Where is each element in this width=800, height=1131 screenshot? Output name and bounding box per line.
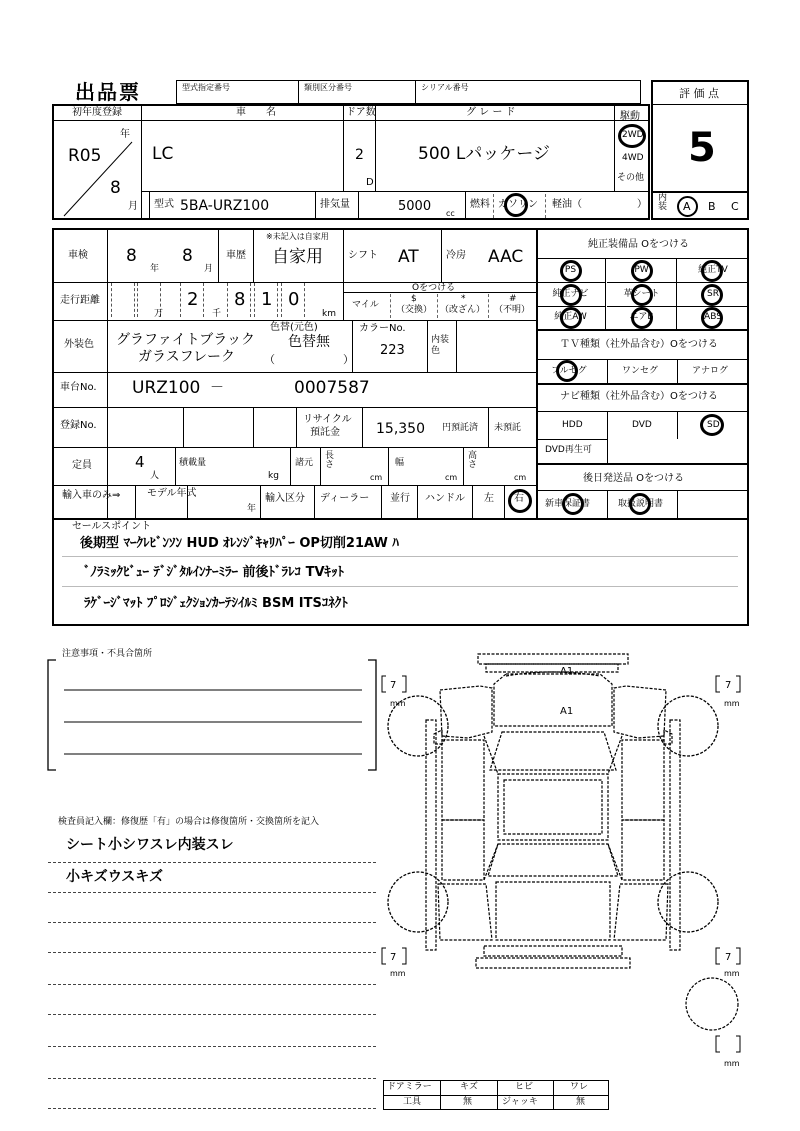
serial-number-label: シリアル番号 bbox=[421, 83, 469, 92]
repaint-paren-close: ） bbox=[343, 353, 354, 366]
equipment-cell bbox=[607, 259, 677, 283]
recycle-deposited: 円預託済 bbox=[442, 423, 479, 433]
tv-fullseg-circle bbox=[556, 360, 578, 382]
displacement-unit: cc bbox=[446, 209, 455, 218]
equipment-item: PW bbox=[634, 265, 649, 275]
first-reg-month: 8 bbox=[110, 178, 121, 198]
mileage-label: 走行距離 bbox=[60, 295, 100, 306]
equipment-selected-circle bbox=[560, 260, 582, 282]
inspector-label: 検査員記入欄：修復歴「有」の場合は修復箇所・交換箇所を記入 bbox=[58, 817, 320, 827]
mileage-exchange: （交換） bbox=[396, 305, 433, 315]
later-warranty: 新車保証書 bbox=[545, 499, 591, 509]
inspector-line-2: 小キズウスキズ bbox=[66, 869, 164, 885]
import-category-label: 輸入区分 bbox=[265, 493, 305, 504]
repaint-value: 色替無 bbox=[288, 334, 330, 350]
handle-right: 右 bbox=[514, 493, 524, 504]
mileage-digit-box bbox=[180, 283, 204, 317]
mileage-altered-symbol: * bbox=[461, 294, 466, 304]
repaint-label: 色替(元色) bbox=[270, 322, 318, 333]
inspector-note-line bbox=[48, 862, 376, 863]
later-title: 後日発送品 Oをつける bbox=[583, 473, 685, 484]
mm-fr: mm bbox=[724, 699, 740, 708]
legend-header-1: ドアミラー bbox=[387, 1082, 432, 1092]
equipment-selected-circle bbox=[631, 260, 653, 282]
damage-mark-front: A1 bbox=[560, 666, 574, 677]
inspector-note-line bbox=[48, 984, 376, 985]
mileage-unit-km: km bbox=[322, 309, 336, 319]
history-note: ※未記入は自家用 bbox=[266, 232, 329, 241]
legend-row-1: 工具 bbox=[403, 1097, 422, 1107]
width-unit: cm bbox=[445, 473, 458, 482]
color-label: 外装色 bbox=[64, 339, 94, 350]
repaint-paren-open: （ bbox=[264, 353, 275, 366]
load-unit: kg bbox=[268, 471, 279, 481]
shaken-month-unit: 月 bbox=[204, 264, 214, 274]
import-parallel: 並行 bbox=[390, 493, 410, 504]
mm-rr: mm bbox=[724, 969, 740, 978]
month-unit: 月 bbox=[128, 201, 138, 212]
mileage-digit: 8 bbox=[234, 289, 246, 310]
first-reg-label: 初年度登録 bbox=[72, 107, 122, 118]
ac-label: 冷房 bbox=[446, 250, 466, 261]
first-reg-year: R05 bbox=[68, 146, 102, 166]
tv-title: ＴＶ種類（社外品含む）Oをつける bbox=[560, 339, 718, 350]
handle-label: ハンドル bbox=[425, 493, 465, 504]
mileage-digit: 1 bbox=[261, 289, 273, 310]
drive-selected-circle bbox=[618, 124, 646, 148]
mm-fl: mm bbox=[390, 699, 406, 708]
capacity-label: 定員 bbox=[72, 460, 92, 471]
color-no-label: カラーNo. bbox=[359, 323, 406, 334]
chassis-prefix: URZ100 bbox=[132, 378, 201, 398]
equipment-cell bbox=[607, 306, 677, 329]
equipment-selected-circle bbox=[701, 260, 723, 282]
drive-2wd: 2WD bbox=[622, 130, 644, 140]
doors-suffix: D bbox=[366, 177, 374, 188]
handle-left: 左 bbox=[484, 493, 494, 504]
interior-grade-c: C bbox=[731, 200, 739, 213]
width-label: 幅 bbox=[395, 458, 405, 468]
inspector-note-line bbox=[48, 892, 376, 893]
interior-grade-label: 内装 bbox=[658, 193, 668, 212]
equipment-selected-circle bbox=[701, 307, 723, 329]
id-numbers-row bbox=[176, 80, 641, 104]
car-name: LC bbox=[152, 144, 174, 164]
inspector-note-line bbox=[48, 1046, 376, 1047]
chassis-label: 車台No. bbox=[60, 382, 97, 393]
class-number-label: 類別区分番号 bbox=[304, 83, 352, 92]
length-unit: cm bbox=[370, 473, 383, 482]
sales-point-line-1: 後期型 ﾏｰｸﾚﾋﾞﾝｿﾝ HUD ｵﾚﾝｼﾞｷｬﾘﾊﾟｰ OP切削21AW ﾊ bbox=[80, 536, 399, 551]
handle-right-circle bbox=[508, 489, 532, 513]
dims-label: 諸元 bbox=[295, 458, 314, 468]
equipment-item: PS bbox=[564, 265, 577, 275]
mileage-digit-box bbox=[227, 283, 251, 317]
navi-sd-circle bbox=[700, 414, 724, 436]
tire-depth-rl: 7 bbox=[390, 952, 397, 963]
registration-label: 登録No. bbox=[60, 420, 97, 431]
drive-label: 駆動 bbox=[620, 111, 640, 122]
shaken-year-unit: 年 bbox=[150, 264, 160, 274]
inspector-note-line bbox=[48, 1108, 376, 1109]
displacement-value: 5000 bbox=[398, 199, 432, 214]
interior-grade-b: B bbox=[708, 200, 716, 213]
equipment-selected-circle bbox=[701, 284, 723, 306]
date-slash bbox=[60, 140, 135, 220]
score-label: 評 価 点 bbox=[679, 87, 719, 100]
sales-point-line-3: ﾗｹﾞｰｼﾞﾏｯﾄ ﾌﾟﾛｼﾞｪｸｼｮﾝｶｰﾃｼｲﾙﾐ BSM ITSｺﾈｸﾄ bbox=[84, 596, 348, 611]
capacity-persons-unit: 人 bbox=[150, 471, 160, 481]
dvd-playback: DVD再生可 bbox=[545, 445, 592, 455]
navi-hdd: HDD bbox=[562, 420, 583, 430]
equipment-selected-circle bbox=[631, 307, 653, 329]
model-year-unit: 年 bbox=[247, 504, 257, 514]
recycle-not-deposited: 未預託 bbox=[494, 423, 522, 433]
equipment-item: 純正TV bbox=[698, 265, 728, 275]
ac-value: AAC bbox=[488, 247, 524, 267]
model-label: 型式 bbox=[154, 199, 174, 210]
capacity-persons: 4 bbox=[135, 453, 145, 471]
length-label: 長さ bbox=[325, 451, 335, 470]
mileage-circle-note: Oをつける bbox=[412, 283, 456, 293]
mm-rl: mm bbox=[390, 969, 406, 978]
equipment-selected-circle bbox=[631, 284, 653, 306]
mileage-unit-man: 万 bbox=[154, 309, 164, 319]
later-manual: 取扱説明書 bbox=[618, 499, 664, 509]
mileage-unit-sen: 千 bbox=[212, 309, 222, 319]
shaken-year: 8 bbox=[126, 246, 137, 266]
shaken-label: 車検 bbox=[68, 250, 88, 261]
displacement-label: 排気量 bbox=[320, 199, 350, 210]
fuel-close: ） bbox=[637, 199, 647, 210]
fuel-label: 燃料 bbox=[470, 199, 490, 210]
shift-label: シフト bbox=[348, 250, 378, 261]
tv-analog: アナログ bbox=[692, 366, 729, 376]
legend-header-3: ヒビ bbox=[515, 1082, 534, 1092]
type-number-label: 型式指定番号 bbox=[182, 83, 230, 92]
history-label: 車歴 bbox=[226, 250, 246, 261]
inspector-note-line bbox=[48, 1014, 376, 1015]
equipment-cell bbox=[677, 283, 749, 307]
tire-depth-fr: 7 bbox=[725, 680, 732, 691]
tire-depth-fl: 7 bbox=[390, 680, 397, 691]
equipment-item: 純正ナビ bbox=[552, 289, 589, 299]
form-title: 出品票 bbox=[75, 80, 141, 104]
equipment-cell bbox=[677, 259, 749, 283]
mileage-digit: 0 bbox=[288, 289, 300, 310]
equipment-item: エアB bbox=[629, 312, 654, 322]
navi-sd: SD bbox=[707, 420, 720, 430]
equipment-selected-circle bbox=[560, 284, 582, 306]
mileage-digit-box bbox=[254, 283, 278, 317]
interior-grade-circle bbox=[677, 196, 698, 217]
interior-grade-a: A bbox=[683, 200, 691, 213]
legend-header-4: ワレ bbox=[570, 1082, 589, 1092]
recycle-label-1: リサイクル bbox=[303, 414, 352, 425]
navi-dvd: DVD bbox=[632, 420, 652, 430]
inspector-note-line bbox=[48, 952, 376, 953]
equipment-item: ABS bbox=[704, 312, 722, 322]
year-unit: 年 bbox=[120, 129, 130, 140]
mileage-mile: マイル bbox=[352, 300, 379, 310]
history-value: 自家用 bbox=[272, 247, 323, 267]
color-no-value: 223 bbox=[380, 343, 405, 358]
recycle-amount: 15,350 bbox=[376, 421, 425, 437]
color-name-line1: グラファイトブラック bbox=[116, 332, 256, 348]
equipment-title: 純正装備品 Oをつける bbox=[588, 239, 690, 250]
color-name-line2: ガラスフレーク bbox=[138, 349, 236, 365]
equipment-selected-circle bbox=[560, 307, 582, 329]
tv-oneseg: ワンセグ bbox=[622, 366, 659, 376]
fuel-gasoline: ガソリン bbox=[498, 199, 538, 210]
tv-fullseg: フルセグ bbox=[551, 366, 587, 376]
car-name-label: 車 名 bbox=[236, 107, 276, 118]
score-value: 5 bbox=[688, 125, 716, 171]
inspector-line-1: シート小シワスレ内装スレ bbox=[66, 837, 234, 853]
notes-box bbox=[44, 656, 380, 776]
legend-row-2: 無 bbox=[463, 1097, 473, 1107]
load-label: 積載量 bbox=[179, 458, 207, 468]
height-label: 高さ bbox=[468, 451, 478, 470]
equipment-item: 純正AW bbox=[554, 312, 587, 322]
equipment-cell bbox=[607, 283, 677, 307]
recycle-label-2: 預託金 bbox=[310, 427, 340, 438]
car-damage-diagram bbox=[380, 640, 750, 1080]
chassis-number: 0007587 bbox=[294, 378, 370, 398]
tire-depth-rr: 7 bbox=[725, 952, 732, 963]
shift-value: AT bbox=[398, 247, 419, 267]
equipment-cell bbox=[536, 259, 606, 283]
mileage-exchange-symbol: $ bbox=[411, 294, 417, 304]
drive-4wd: 4WD bbox=[622, 153, 644, 163]
model-value: 5BA-URZ100 bbox=[180, 198, 270, 214]
sales-points-label: セールスポイント bbox=[72, 521, 152, 532]
equipment-cell bbox=[536, 283, 606, 307]
fuel-diesel: 軽油（ bbox=[552, 199, 582, 210]
inspector-note-line bbox=[48, 1078, 376, 1079]
mileage-altered: （改ざん） bbox=[440, 305, 486, 315]
mileage-digit-box bbox=[281, 283, 305, 317]
sales-point-line-2: ﾞﾉﾗﾐｯｸﾋﾞｭｰ ﾃﾞｼﾞﾀﾙｲﾝﾅｰﾐﾗｰ 前後ﾄﾞﾗﾚｺ TVｷｯﾄ bbox=[84, 565, 345, 580]
legend-row-4: 無 bbox=[576, 1097, 586, 1107]
legend-header-2: キズ bbox=[460, 1082, 478, 1092]
later-manual-circle bbox=[629, 493, 651, 515]
mileage-unknown-symbol: # bbox=[509, 294, 517, 304]
mileage-digit: 2 bbox=[187, 289, 199, 310]
navi-title: ナビ種類（社外品含む）Oをつける bbox=[560, 391, 718, 402]
fuel-selected-circle bbox=[504, 193, 528, 217]
grade-value: 500 Lパッケージ bbox=[418, 144, 550, 164]
chassis-dash: － bbox=[210, 380, 224, 396]
equipment-item: 革シート bbox=[623, 289, 660, 299]
import-label: 輸入車のみ⇒ bbox=[62, 490, 121, 501]
doors-value: 2 bbox=[355, 147, 364, 163]
equipment-cell bbox=[677, 306, 749, 329]
doors-label: ドア数 bbox=[346, 107, 376, 118]
interior-color-label: 内装色 bbox=[431, 335, 450, 356]
damage-mark-hood: A1 bbox=[560, 706, 574, 717]
notes-label: 注意事項・不具合箇所 bbox=[62, 649, 153, 659]
drive-other: その他 bbox=[617, 173, 645, 183]
model-year-label: モデル年式 bbox=[147, 488, 197, 499]
height-unit: cm bbox=[514, 473, 527, 482]
mm-spare: mm bbox=[724, 1059, 740, 1068]
inspector-note-line bbox=[48, 922, 376, 923]
import-dealer: ディーラー bbox=[320, 493, 370, 504]
later-warranty-circle bbox=[562, 493, 584, 515]
equipment-cell bbox=[536, 306, 606, 329]
mileage-digit-box bbox=[111, 283, 135, 317]
mileage-unknown: （不明） bbox=[494, 305, 531, 315]
legend-row-3: ジャッキ bbox=[502, 1097, 538, 1107]
shaken-month: 8 bbox=[182, 246, 193, 266]
grade-label: グ レ ー ド bbox=[466, 107, 516, 118]
equipment-item: SR bbox=[707, 289, 719, 299]
